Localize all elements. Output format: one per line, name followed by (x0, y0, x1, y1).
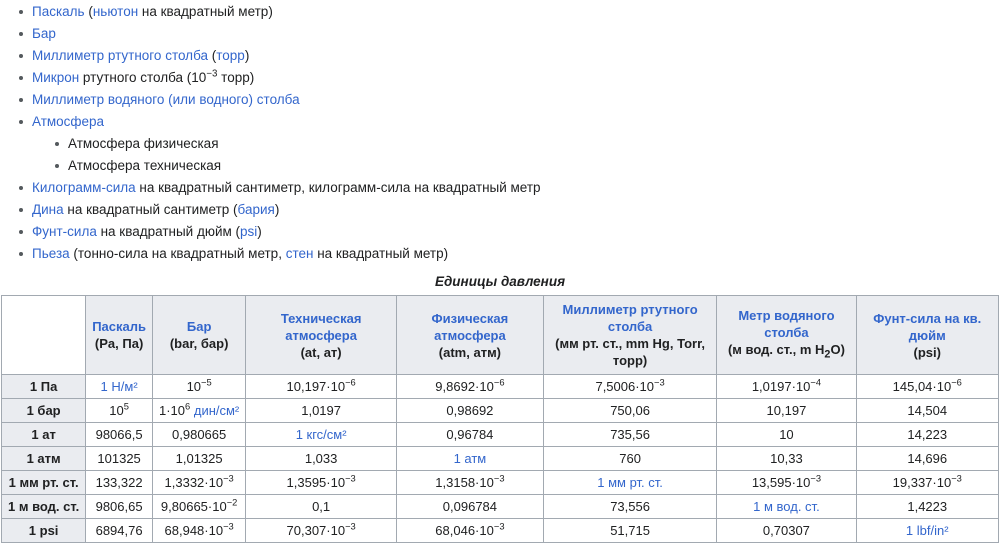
col-header-name: Бар (186, 319, 212, 334)
table-caption: Единицы давления (434, 274, 566, 289)
row-header: 1 мм рт. ст. (2, 471, 86, 495)
col-header-mh2o[interactable] (717, 296, 856, 375)
link-psi-2[interactable]: psi (240, 224, 258, 239)
col-header-unit: (мм рт. ст., mm Hg, Torr, торр) (555, 336, 706, 368)
text: ( (208, 48, 217, 63)
table-cell: $19,337\cdot 10^{-3}$ (856, 471, 999, 495)
col-header-atm[interactable] (396, 296, 543, 375)
col-header-at[interactable] (246, 296, 397, 375)
list-item-mm-water (18, 92, 1000, 108)
link-bar-0[interactable]: Бар (32, 26, 56, 41)
text: (тонно-сила на квадратный метр, (69, 246, 286, 261)
list-item-dyne (18, 202, 1000, 218)
link-micron-hg-0[interactable]: Микрон (32, 70, 80, 85)
col-header-unit: (atm, атм) (438, 344, 502, 360)
table-cell[interactable] (543, 471, 717, 495)
table-cell: 51,715 (543, 519, 717, 543)
cell-link[interactable]: 1 Н/м² (100, 379, 138, 394)
table-cell[interactable] (717, 495, 856, 519)
table-row (2, 447, 999, 471)
table-cell: 6894,76 (86, 519, 153, 543)
list-item-kgf (18, 180, 1000, 196)
col-header-unit: (psi) (913, 344, 941, 360)
table-cell: $1,3158\cdot 10^{-3}$ (396, 471, 543, 495)
table-cell: 14,223 (856, 423, 999, 447)
table-cell: $9,8692\cdot 10^{-6}$ (396, 375, 543, 399)
link-pieze-2[interactable]: стен (285, 246, 314, 261)
list-item-pieze (18, 246, 1000, 262)
pressure-units-list (0, 4, 1000, 262)
list-item-psi (18, 224, 1000, 240)
table-cell[interactable]: $1\cdot 10^6$ дин/см² (153, 399, 246, 423)
row-header: 1 м вод. ст. (2, 495, 86, 519)
table-row (2, 519, 999, 543)
table-cell: 101325 (86, 447, 153, 471)
col-header-name: Миллиметр ртутного столба (562, 302, 698, 334)
table-row (2, 495, 999, 519)
table-cell: 10 (717, 423, 856, 447)
table-row (2, 423, 999, 447)
table-cell: $70,307\cdot 10^{-3}$ (246, 519, 397, 543)
col-header-name: Физическая атмосфера (431, 310, 509, 343)
link-mm-hg-0[interactable]: Миллиметр ртутного столба (32, 48, 208, 63)
table-row (2, 375, 999, 399)
sub-list-atmosphere (32, 136, 1000, 174)
table-header-row (2, 296, 999, 375)
table-cell[interactable] (856, 519, 999, 543)
table-cell: 0,96784 (396, 423, 543, 447)
table-cell: 0,1 (246, 495, 397, 519)
table-cell: 735,56 (543, 423, 717, 447)
table-cell: 10,33 (717, 447, 856, 471)
text: ртутного столба (10 (79, 70, 207, 85)
col-header-name: Метр водяного столба (738, 307, 835, 340)
table-cell: 14,504 (856, 399, 999, 423)
table-cell: $68,948\cdot 10^{-3}$ (153, 519, 246, 543)
table-cell: $13,595\cdot 10^{-3}$ (717, 471, 856, 495)
table-cell: $7,5006\cdot 10^{-3}$ (543, 375, 717, 399)
col-header-unit: (Pa, Па) (94, 336, 144, 351)
table-cell: 10,197 (717, 399, 856, 423)
row-header: 1 бар (2, 399, 86, 423)
table-cell: 0,70307 (717, 519, 856, 543)
table-cell: $68,046\cdot 10^{-3}$ (396, 519, 543, 543)
list-item-atm-technical: Атмосфера техническая (54, 158, 1000, 174)
col-header-bar[interactable] (153, 296, 246, 375)
link-mm-hg-2[interactable]: торр (216, 48, 245, 63)
col-header-unit: (м вод. ст., m $H_2O$) (727, 341, 845, 361)
text: ) (274, 202, 280, 217)
table-cell: 1,0197 (246, 399, 397, 423)
link-dyne-2[interactable]: бария (237, 202, 275, 217)
table-cell: $9,80665\cdot 10^{-2}$ (153, 495, 246, 519)
list-item-mm-hg (18, 48, 1000, 64)
list-item-pascal (18, 4, 1000, 20)
table-body (2, 375, 999, 543)
table-cell: $1,3595\cdot 10^{-3}$ (246, 471, 397, 495)
table-cell: $145,04\cdot 10^{-6}$ (856, 375, 999, 399)
col-header-name: Фунт-сила на кв. дюйм (873, 310, 982, 343)
table-cell[interactable] (86, 375, 153, 399)
table-cell: 9806,65 (86, 495, 153, 519)
list-item-atm-physical: Атмосфера физическая (54, 136, 1000, 152)
table-head (2, 296, 999, 375)
row-header: 1 атм (2, 447, 86, 471)
link-pascal-2[interactable]: ньютон (92, 4, 139, 19)
list-item-bar (18, 26, 1000, 42)
text: ) (244, 48, 250, 63)
col-header-rowhead (2, 296, 86, 375)
row-header: 1 psi (2, 519, 86, 543)
link-pascal-0[interactable]: Паскаль (32, 4, 85, 19)
col-header-psi[interactable] (856, 296, 999, 375)
link-mm-water-0[interactable]: Миллиметр водяного (или водного) столба (32, 92, 300, 107)
table-cell: 760 (543, 447, 717, 471)
row-header: 1 Па (2, 375, 86, 399)
table-cell: 0,98692 (396, 399, 543, 423)
link-dyne-0[interactable]: Дина (32, 202, 64, 217)
table-cell: $10^5$ (86, 399, 153, 423)
table-cell: 0,980665 (153, 423, 246, 447)
table-cell: 133,322 (86, 471, 153, 495)
link-psi-0[interactable]: Фунт-сила (32, 224, 97, 239)
list-item-micron-hg (18, 70, 1000, 86)
table-cell: 14,696 (856, 447, 999, 471)
text: на квадратный сантиметр ( (63, 202, 238, 217)
row-header: 1 ат (2, 423, 86, 447)
table-cell: $10,197\cdot 10^{-6}$ (246, 375, 397, 399)
table-row (2, 471, 999, 495)
cell-link[interactable]: 1 атм (453, 451, 487, 466)
table-row (2, 399, 999, 423)
cell-link[interactable]: 1 мм рт. ст. (597, 475, 663, 490)
cell-link[interactable]: 1 lbf/in² (905, 523, 949, 538)
table-cell: $10^{-5}$ (153, 375, 246, 399)
table-cell: 750,06 (543, 399, 717, 423)
table-cell: 1,033 (246, 447, 397, 471)
table-cell: 0,096784 (396, 495, 543, 519)
cell-link[interactable]: 1 м вод. ст. (753, 499, 820, 514)
link-atmosphere-0[interactable]: Атмосфера (32, 114, 105, 129)
table-cell: $1,3332\cdot 10^{-3}$ (153, 471, 246, 495)
link-kgf-0[interactable]: Килограмм-сила (32, 180, 136, 195)
text: на квадратный метр) (313, 246, 449, 261)
cell-link[interactable]: 1 кгс/см² (295, 427, 347, 442)
table-cell[interactable] (396, 447, 543, 471)
col-header-name: Паскаль (92, 319, 146, 334)
list-item-atmosphere (18, 114, 1000, 174)
table-cell[interactable] (246, 423, 397, 447)
col-header-unit: (at, ат) (300, 344, 342, 360)
text: на квадратный метр) (138, 4, 273, 19)
table-cell: 73,556 (543, 495, 717, 519)
text: на квадратный сантиметр, килограмм-сила на квадратный метр (135, 180, 541, 195)
col-header-mmhg[interactable] (543, 296, 717, 375)
pressure-conversion-table (1, 295, 999, 543)
col-header-name: Техническая атмосфера (280, 310, 362, 343)
table-cell: 98066,5 (86, 423, 153, 447)
text: ) (257, 224, 262, 239)
table-cell: $1,0197\cdot 10^{-4}$ (717, 375, 856, 399)
table-cell: 1,4223 (856, 495, 999, 519)
superscript: −3 (206, 68, 218, 80)
text: на квадратный дюйм ( (96, 224, 241, 239)
col-header-unit: (bar, бар) (169, 336, 229, 351)
text: торр) (217, 70, 255, 85)
text: ( (84, 4, 93, 19)
table-cell: 1,01325 (153, 447, 246, 471)
col-header-pascal[interactable] (86, 296, 153, 375)
link-pieze-0[interactable]: Пьеза (32, 246, 70, 261)
